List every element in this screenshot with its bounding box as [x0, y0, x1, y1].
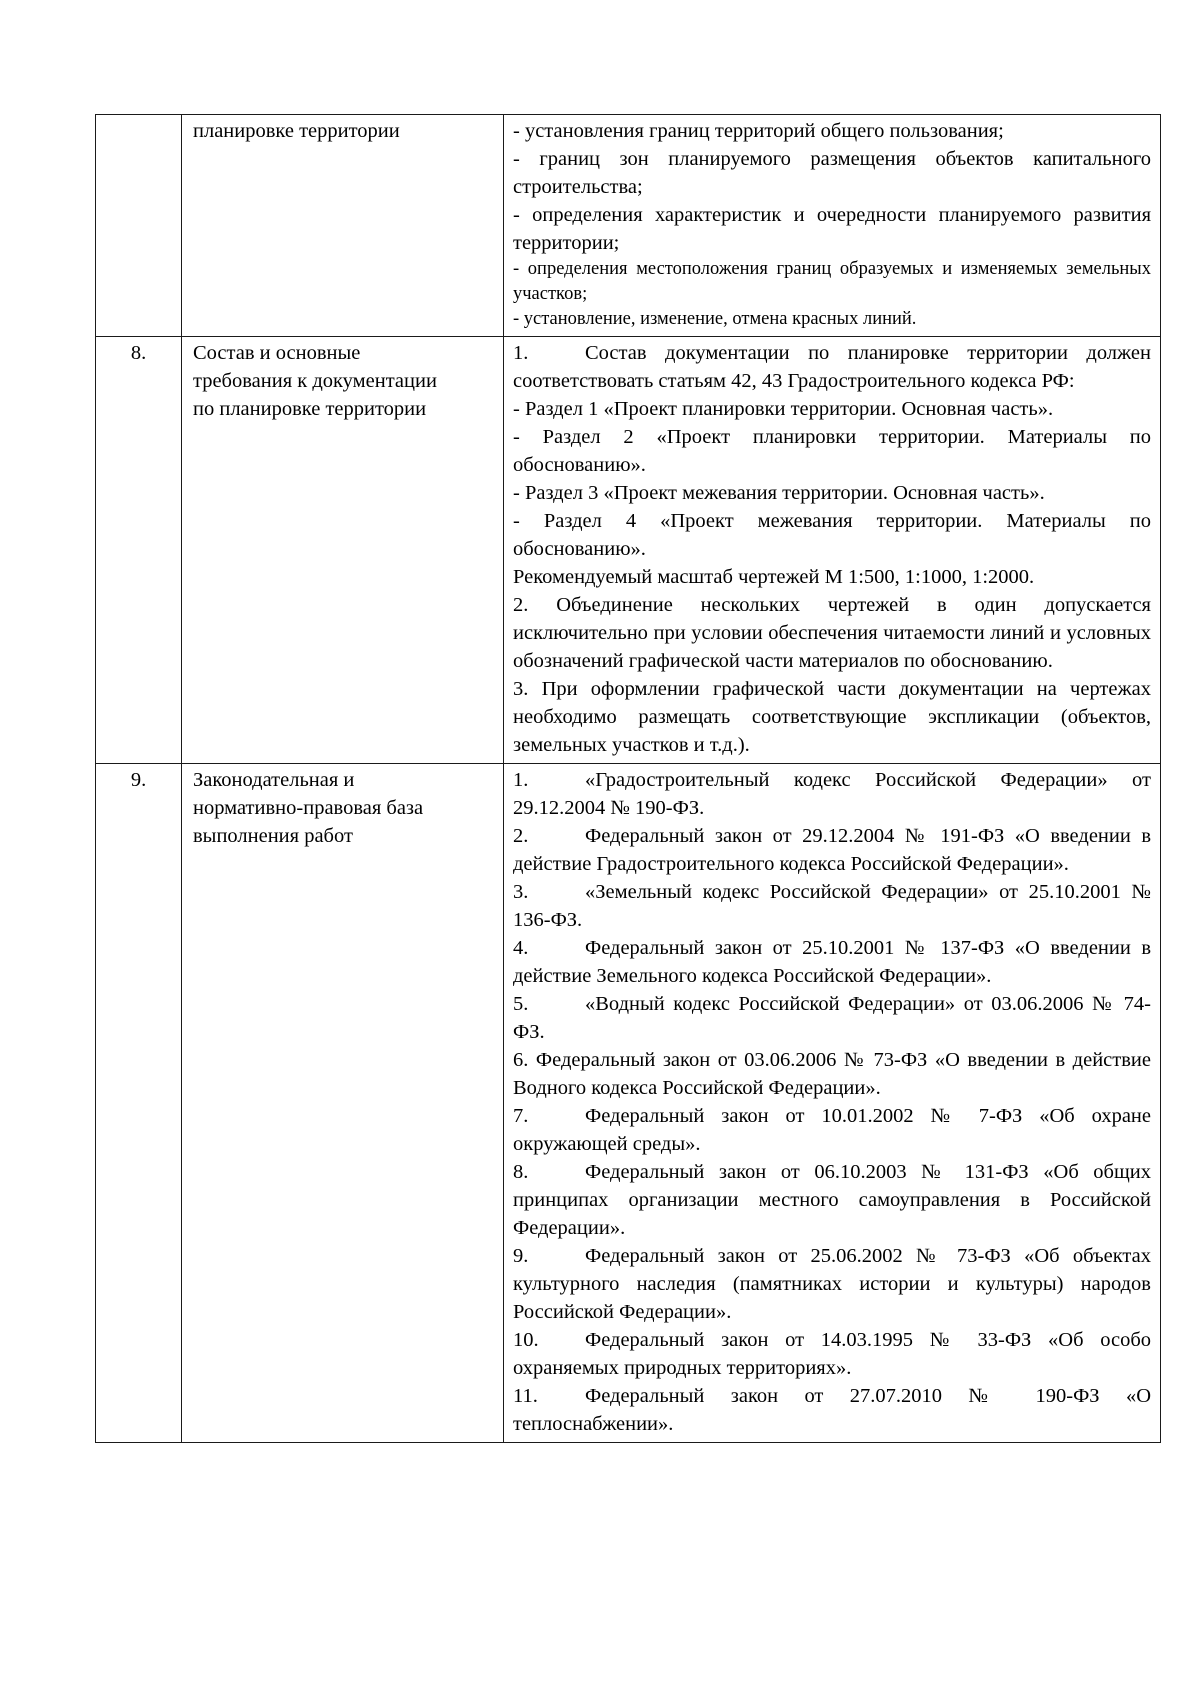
paragraph-text: Состав документации по планировке территории должен соответствовать статьям 42, 43 Градостроительного кодекса РФ:: [513, 342, 1151, 392]
requirement-name: [182, 764, 504, 1443]
item-number: 2.: [513, 825, 529, 847]
content-paragraph: [513, 339, 1151, 395]
paragraph-text: 2. Объединение нескольких чертежей в один допускается исключительно при условии обеспечения читаемости линий и условных обозначений графической части материалов по обоснованию.: [513, 594, 1151, 672]
paragraph-text: 6. Федеральный закон от 03.06.2006 № 73-ФЗ «О введении в действие Водного кодекса Российской Федерации».: [513, 1049, 1151, 1099]
requirement-name: [182, 337, 504, 764]
item-number: 4.: [513, 937, 529, 959]
paragraph-text: Федеральный закон от 27.07.2010 № 190-ФЗ «О теплоснабжении».: [513, 1385, 1151, 1435]
content-paragraph: [513, 822, 1151, 878]
requirement-name-line: требования к документации: [193, 370, 437, 392]
requirement-name-line: Состав и основные: [193, 342, 361, 364]
content-paragraph: [513, 1158, 1151, 1242]
requirements-table: [95, 114, 1161, 1443]
content-paragraph: [513, 395, 1151, 423]
paragraph-text: - Раздел 3 «Проект межевания территории. Основная часть».: [513, 482, 1045, 504]
content-paragraph: [513, 257, 1151, 307]
content-paragraph: [513, 1326, 1151, 1382]
paragraph-text: «Земельный кодекс Российской Федерации» от 25.10.2001 № 136-ФЗ.: [513, 881, 1151, 931]
content-paragraph: [513, 990, 1151, 1046]
paragraph-text: Федеральный закон от 14.03.1995 № 33-ФЗ «Об особо охраняемых природных территориях».: [513, 1329, 1151, 1379]
content-paragraph: [513, 675, 1151, 759]
content-paragraph: [513, 934, 1151, 990]
paragraph-text: - определения характеристик и очередности планируемого развития территории;: [513, 204, 1151, 254]
requirement-name-line: Законодательная и: [193, 769, 355, 791]
paragraph-text: - Раздел 4 «Проект межевания территории. Материалы по обоснованию».: [513, 510, 1151, 560]
content-paragraph: [513, 423, 1151, 479]
paragraph-text: - границ зон планируемого размещения объектов капитального строительства;: [513, 148, 1151, 198]
requirement-name-line: по планировке территории: [193, 398, 427, 420]
content-paragraph: [513, 878, 1151, 934]
content-paragraph: [513, 117, 1151, 145]
item-number: 7.: [513, 1105, 529, 1127]
requirement-name: [182, 115, 504, 337]
paragraph-text: «Водный кодекс Российской Федерации» от 03.06.2006 № 74-ФЗ.: [513, 993, 1151, 1043]
item-number: 8.: [513, 1161, 529, 1183]
table-body: [96, 115, 1161, 1443]
item-number: 11.: [513, 1385, 538, 1407]
paragraph-text: Рекомендуемый масштаб чертежей М 1:500, 1:1000, 1:2000.: [513, 566, 1035, 588]
content-paragraph: [513, 1046, 1151, 1102]
paragraph-text: - установление, изменение, отмена красных линий.: [513, 309, 917, 329]
requirement-name-line: выполнения работ: [193, 825, 353, 847]
content-paragraph: [513, 1382, 1151, 1438]
item-number: 3.: [513, 881, 529, 903]
row-number: 9.: [96, 764, 182, 1443]
requirement-name-line: нормативно-правовая база: [193, 797, 424, 819]
requirement-content: [504, 337, 1161, 764]
paragraph-text: Федеральный закон от 25.06.2002 № 73-ФЗ «Об объектах культурного наследия (памятниках истории и культуры) народов Российской Федерации».: [513, 1245, 1151, 1323]
row-number: [96, 115, 182, 337]
content-paragraph: [513, 307, 1151, 332]
requirement-content: [504, 764, 1161, 1443]
paragraph-text: Федеральный закон от 06.10.2003 № 131-ФЗ «Об общих принципах организации местного самоуправления в Российской Федерации».: [513, 1161, 1151, 1239]
requirement-content: [504, 115, 1161, 337]
item-number: 9.: [513, 1245, 529, 1267]
content-paragraph: [513, 1242, 1151, 1326]
content-paragraph: [513, 1102, 1151, 1158]
table-row: [96, 115, 1161, 337]
table-row: [96, 337, 1161, 764]
paragraph-text: - Раздел 2 «Проект планировки территории. Материалы по обоснованию».: [513, 426, 1151, 476]
table-row: [96, 764, 1161, 1443]
content-paragraph: [513, 201, 1151, 257]
item-number: 1.: [513, 342, 529, 364]
content-paragraph: [513, 591, 1151, 675]
content-paragraph: [513, 563, 1151, 591]
requirement-name-line: планировке территории: [193, 120, 400, 142]
paragraph-text: Федеральный закон от 25.10.2001 № 137-ФЗ «О введении в действие Земельного кодекса Российской Федерации».: [513, 937, 1151, 987]
content-paragraph: [513, 766, 1151, 822]
content-paragraph: [513, 479, 1151, 507]
item-number: 1.: [513, 769, 529, 791]
paragraph-text: Федеральный закон от 10.01.2002 № 7-ФЗ «Об охране окружающей среды».: [513, 1105, 1151, 1155]
paragraph-text: - установления границ территорий общего пользования;: [513, 120, 1004, 142]
row-number: 8.: [96, 337, 182, 764]
content-paragraph: [513, 507, 1151, 563]
paragraph-text: «Градостроительный кодекс Российской Федерации» от 29.12.2004 № 190-ФЗ.: [513, 769, 1151, 819]
paragraph-text: - Раздел 1 «Проект планировки территории. Основная часть».: [513, 398, 1054, 420]
paragraph-text: 3. При оформлении графической части документации на чертежах необходимо размещать соответствующие экспликации (объектов, земельных участков и т.д.).: [513, 678, 1151, 756]
item-number: 10.: [513, 1329, 539, 1351]
paragraph-text: - определения местоположения границ образуемых и изменяемых земельных участков;: [513, 259, 1151, 304]
content-paragraph: [513, 145, 1151, 201]
item-number: 5.: [513, 993, 529, 1015]
paragraph-text: Федеральный закон от 29.12.2004 № 191-ФЗ «О введении в действие Градостроительного кодекса Российской Федерации».: [513, 825, 1151, 875]
